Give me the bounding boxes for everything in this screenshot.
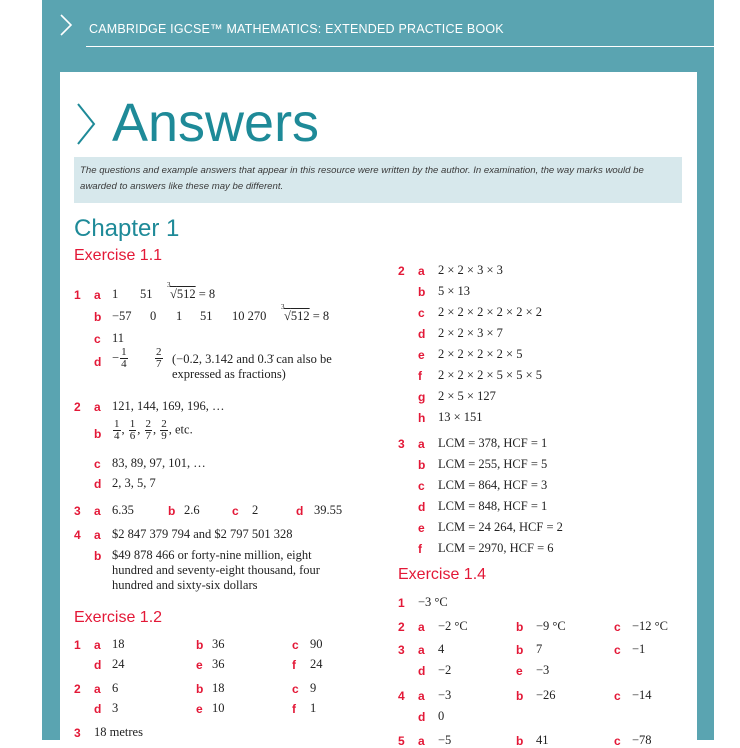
part-label: a [418,643,425,657]
part-label: d [94,702,102,716]
answer-value: 2, 3, 5, 7 [112,476,156,490]
answers-page [60,72,697,748]
part-label: b [196,682,204,696]
answer-value: 90 [310,637,323,651]
part-label: h [418,411,426,425]
answer-text: hundred and seventy-eight thousand, four [112,563,320,577]
question-number: 3 [74,504,81,518]
answer-value: 41 [536,733,549,747]
part-label: b [418,285,426,299]
chevron-right-icon [74,102,98,146]
answer-value: 18 [212,681,225,695]
part-label: c [418,479,425,493]
question-number: 2 [74,682,81,696]
answer-value: −1 [632,642,646,656]
part-label: c [292,638,299,652]
question-number: 3 [398,643,405,657]
answer-value: LCM = 255, HCF = 5 [438,457,548,471]
answer-value: LCM = 848, HCF = 1 [438,499,548,513]
part-label: c [94,332,101,346]
part-label: d [296,504,304,518]
part-label: a [418,734,425,748]
part-label: c [614,689,621,703]
answer-text: hundred and sixty-six dollars [112,578,258,592]
answer-value: LCM = 378, HCF = 1 [438,436,548,450]
part-label: b [516,689,524,703]
answer-value: 18 metres [94,725,143,739]
exercise-1-1-title: Exercise 1.1 [74,247,163,264]
answer-value: 7 [536,642,543,656]
page-title: Answers [112,93,320,153]
answer-fraction: − $\frac{1}{4}$ [112,346,127,370]
answer-value: LCM = 24 264, HCF = 2 [438,520,563,534]
question-number: 1 [74,288,81,302]
answer-value: −78 [632,733,652,747]
header-rule [86,46,714,47]
part-label: b [516,734,524,748]
answer-value: 2 × 2 × 2 × 2 × 2 × 2 [438,305,542,319]
answer-value: 6 [112,681,119,695]
answer-value: $2 847 379 794 and $2 797 501 328 [112,527,293,541]
answer-text: expressed as fractions) [172,367,286,381]
part-label: b [516,620,524,634]
part-label: d [94,355,102,369]
answer-value: 51 [140,287,153,301]
answer-value: −3 [536,663,550,677]
answer-value: 3 [112,701,119,715]
answer-value: 1 [176,309,183,323]
answer-value: LCM = 2970, HCF = 6 [438,541,554,555]
answer-value: 1 [112,287,119,301]
part-label: a [418,264,425,278]
question-number: 2 [398,620,405,634]
answer-value: 9 [310,681,317,695]
part-label: b [94,310,102,324]
question-number: 2 [74,400,81,414]
question-number: 1 [398,596,405,610]
answer-value: −5 [438,733,452,747]
answer-value: 2 [252,503,259,517]
part-label: e [516,664,523,678]
answer-value: 13 × 151 [438,410,483,424]
answer-fractions: $\frac{1}{4}$ , $\frac{1}{6}$ , $\frac{2}{7}$ , $\frac{2}{9}$ , etc. [114,418,193,442]
part-label: c [418,306,425,320]
part-label: a [94,528,101,542]
part-label: d [94,658,102,672]
part-label: d [418,664,426,678]
answer-value: 5 × 13 [438,284,471,298]
running-header [42,0,714,48]
part-label: a [94,288,101,302]
answer-value: −9 °C [536,619,566,633]
part-label: c [232,504,239,518]
part-label: b [94,427,102,441]
chevron-right-icon [58,14,74,36]
answer-value: 0 [150,309,157,323]
answer-value: 1 [310,701,317,715]
answer-value: 18 [112,637,125,651]
answer-value: 6.35 [112,503,134,517]
question-number: 2 [398,264,405,278]
part-label: b [196,638,204,652]
answer-value: −2 [438,663,452,677]
part-label: a [94,400,101,414]
answer-value: 2 × 2 × 2 × 5 × 5 × 5 [438,368,542,382]
question-number: 5 [398,734,405,748]
answer-cube-root: 3 √512 = 8 [281,303,330,323]
answer-value: 0 [438,709,445,723]
part-label: a [94,682,101,696]
answer-value: 2 × 2 × 2 × 2 × 5 [438,347,523,361]
book-title: CAMBRIDGE IGCSE™ MATHEMATICS: EXTENDED PRACTICE BOOK [89,22,504,36]
answer-value: 11 [112,331,125,345]
answer-text: $49 878 466 or forty-nine million, eight [112,548,312,562]
part-label: e [196,702,203,716]
disclaimer-note: The questions and example answers that appear in this resource were written by the author. In examination, the way marks would be awarded to answers like these may be different. [74,157,682,203]
part-label: d [418,710,426,724]
answer-value: 2 × 2 × 3 × 3 [438,263,503,277]
answer-value: 2 × 2 × 3 × 7 [438,326,503,340]
answer-cube-root: 3 √512 = 8 [167,281,216,301]
part-label: e [418,348,425,362]
question-number: 3 [398,437,405,451]
answer-value: 24 [310,657,323,671]
answer-value: 24 [112,657,125,671]
question-number: 1 [74,638,81,652]
part-label: e [196,658,203,672]
exercise-1-2-title: Exercise 1.2 [74,609,163,626]
part-label: d [94,477,102,491]
answer-value: 10 270 [232,309,267,323]
answer-value: 4 [438,642,445,656]
part-label: b [94,549,102,563]
answer-value: 121, 144, 169, 196, … [112,399,225,413]
part-label: d [418,500,426,514]
answer-value: −14 [632,688,652,702]
question-number: 3 [74,726,81,740]
part-label: b [168,504,176,518]
part-label: d [418,327,426,341]
answer-value: −3 [438,688,452,702]
answer-value: 83, 89, 97, 101, … [112,456,206,470]
part-label: c [614,643,621,657]
part-label: a [418,689,425,703]
answer-value: 36 [212,657,225,671]
part-label: e [418,521,425,535]
answer-value: −12 °C [632,619,669,633]
answer-value: 10 [212,701,225,715]
question-number: 4 [398,689,405,703]
answer-value: −57 [112,309,132,323]
part-label: a [418,437,425,451]
part-label: b [418,458,426,472]
part-label: f [292,658,296,672]
answer-value: −2 °C [438,619,468,633]
part-label: f [418,369,422,383]
part-label: c [614,734,621,748]
part-label: b [516,643,524,657]
answer-value: LCM = 864, HCF = 3 [438,478,548,492]
answer-value: 39.55 [314,503,343,517]
question-number: 4 [74,528,81,542]
part-label: c [292,682,299,696]
answer-text: (−0.2, 3.142 and 0.3̇ can also be [172,352,332,366]
answer-value: 36 [212,637,225,651]
part-label: a [418,620,425,634]
part-label: g [418,390,426,404]
part-label: f [292,702,296,716]
part-label: c [614,620,621,634]
answer-value: 2.6 [184,503,200,517]
part-label: a [94,504,101,518]
answer-fraction: $\frac{2}{7}$ [156,346,162,370]
part-label: c [94,457,101,471]
part-label: f [418,542,422,556]
part-label: a [94,638,101,652]
answer-value: 51 [200,309,213,323]
exercise-1-4-title: Exercise 1.4 [398,566,487,583]
answer-value: −26 [536,688,556,702]
answer-value: −3 °C [418,595,448,609]
answer-value: 2 × 5 × 127 [438,389,496,403]
chapter-title: Chapter 1 [74,215,180,242]
